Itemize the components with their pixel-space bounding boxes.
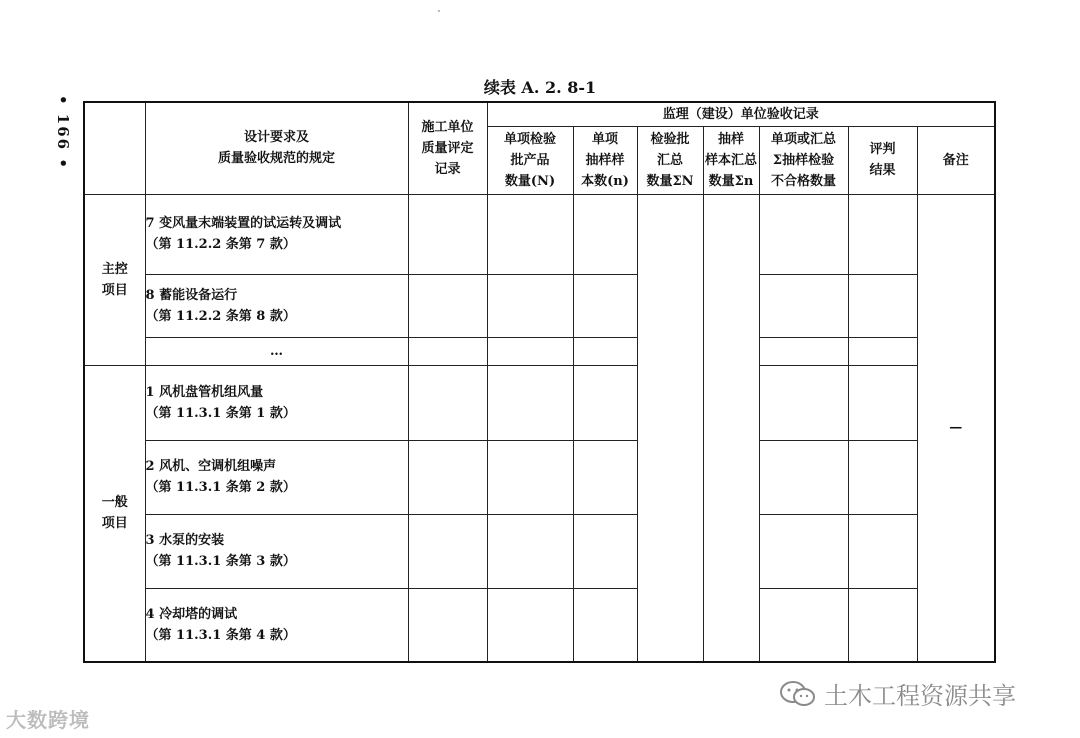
group-general: 一般 项目 bbox=[84, 365, 145, 662]
header-unqualified: 单项或汇总 Σ抽样检验 不合格数量 bbox=[759, 126, 848, 194]
acceptance-record-table bbox=[83, 101, 996, 663]
row-item-1: 7 变风量末端装置的试运转及调试 （第 11.2.2 条第 7 款） bbox=[145, 194, 408, 274]
cell-sample-count bbox=[573, 514, 637, 588]
header-batch-total: 检验批 汇总 数量ΣN bbox=[637, 126, 703, 194]
table-title: 续表 A. 2. 8-1 bbox=[483, 78, 597, 97]
cell-construction bbox=[408, 440, 487, 514]
cell-sample-count bbox=[573, 440, 637, 514]
cell-batch-qty bbox=[487, 440, 573, 514]
cell-judgement bbox=[848, 588, 917, 662]
header-supervision-group: 监理（建设）单位验收记录 bbox=[487, 102, 995, 126]
cell-judgement bbox=[848, 514, 917, 588]
row-item-3: 1 风机盘管机组风量 （第 11.3.1 条第 1 款） bbox=[145, 365, 408, 440]
cell-batch-qty bbox=[487, 194, 573, 274]
cell-construction bbox=[408, 274, 487, 337]
cell-unqualified bbox=[759, 514, 848, 588]
wechat-icon bbox=[778, 679, 818, 709]
cell-judgement bbox=[848, 440, 917, 514]
row-item-2: 8 蓄能设备运行 （第 11.2.2 条第 8 款） bbox=[145, 274, 408, 337]
cell-sample-count bbox=[573, 274, 637, 337]
cell-construction bbox=[408, 588, 487, 662]
watermark-left bbox=[6, 704, 90, 733]
cell-judgement bbox=[848, 337, 917, 365]
cell-unqualified bbox=[759, 365, 848, 440]
cell-remarks-merged bbox=[917, 194, 995, 662]
cell-batch-qty bbox=[487, 274, 573, 337]
cell-sample-count bbox=[573, 365, 637, 440]
cell-sample-count bbox=[573, 337, 637, 365]
cell-unqualified bbox=[759, 274, 848, 337]
cell-unqualified bbox=[759, 440, 848, 514]
cell-batch-total-merged bbox=[637, 194, 703, 662]
cell-construction bbox=[408, 514, 487, 588]
group-main-control: 主控 项目 bbox=[84, 194, 145, 365]
header-blank bbox=[84, 102, 145, 194]
cell-sample-count bbox=[573, 194, 637, 274]
row-item-5: 3 水泵的安装 （第 11.3.1 条第 3 款） bbox=[145, 514, 408, 588]
header-remarks: 备注 bbox=[917, 126, 995, 194]
cell-batch-qty bbox=[487, 588, 573, 662]
cell-unqualified bbox=[759, 194, 848, 274]
cell-judgement bbox=[848, 194, 917, 274]
cell-batch-qty bbox=[487, 514, 573, 588]
cell-sample-count bbox=[573, 588, 637, 662]
watermark-right bbox=[778, 676, 1016, 711]
header-construction: 施工单位 质量评定 记录 bbox=[408, 102, 487, 194]
row-ellipsis: … bbox=[145, 337, 408, 365]
cell-construction bbox=[408, 194, 487, 274]
page-number: • 166 • bbox=[54, 95, 72, 170]
watermark-left-text: 大数跨境 bbox=[6, 708, 90, 732]
header-spec: 设计要求及 质量验收规范的规定 bbox=[145, 102, 408, 194]
row-item-4: 2 风机、空调机组噪声 （第 11.3.1 条第 2 款） bbox=[145, 440, 408, 514]
cell-unqualified bbox=[759, 588, 848, 662]
cell-batch-qty bbox=[487, 365, 573, 440]
cell-judgement bbox=[848, 365, 917, 440]
cell-construction bbox=[408, 337, 487, 365]
header-batch-qty: 单项检验 批产品 数量(N) bbox=[487, 126, 573, 194]
header-sample-total: 抽样 样本汇总 数量Σn bbox=[703, 126, 759, 194]
cell-batch-qty bbox=[487, 337, 573, 365]
watermark-right-text: 土木工程资源共享 bbox=[824, 682, 1016, 710]
scan-speck bbox=[438, 10, 440, 12]
header-judgement: 评判 结果 bbox=[848, 126, 917, 194]
cell-construction bbox=[408, 365, 487, 440]
row-item-6: 4 冷却塔的调试 （第 11.3.1 条第 4 款） bbox=[145, 588, 408, 662]
cell-unqualified bbox=[759, 337, 848, 365]
cell-sample-total-merged bbox=[703, 194, 759, 662]
cell-judgement bbox=[848, 274, 917, 337]
remarks-value: — bbox=[949, 420, 963, 436]
header-sample-count: 单项 抽样样 本数(n) bbox=[573, 126, 637, 194]
